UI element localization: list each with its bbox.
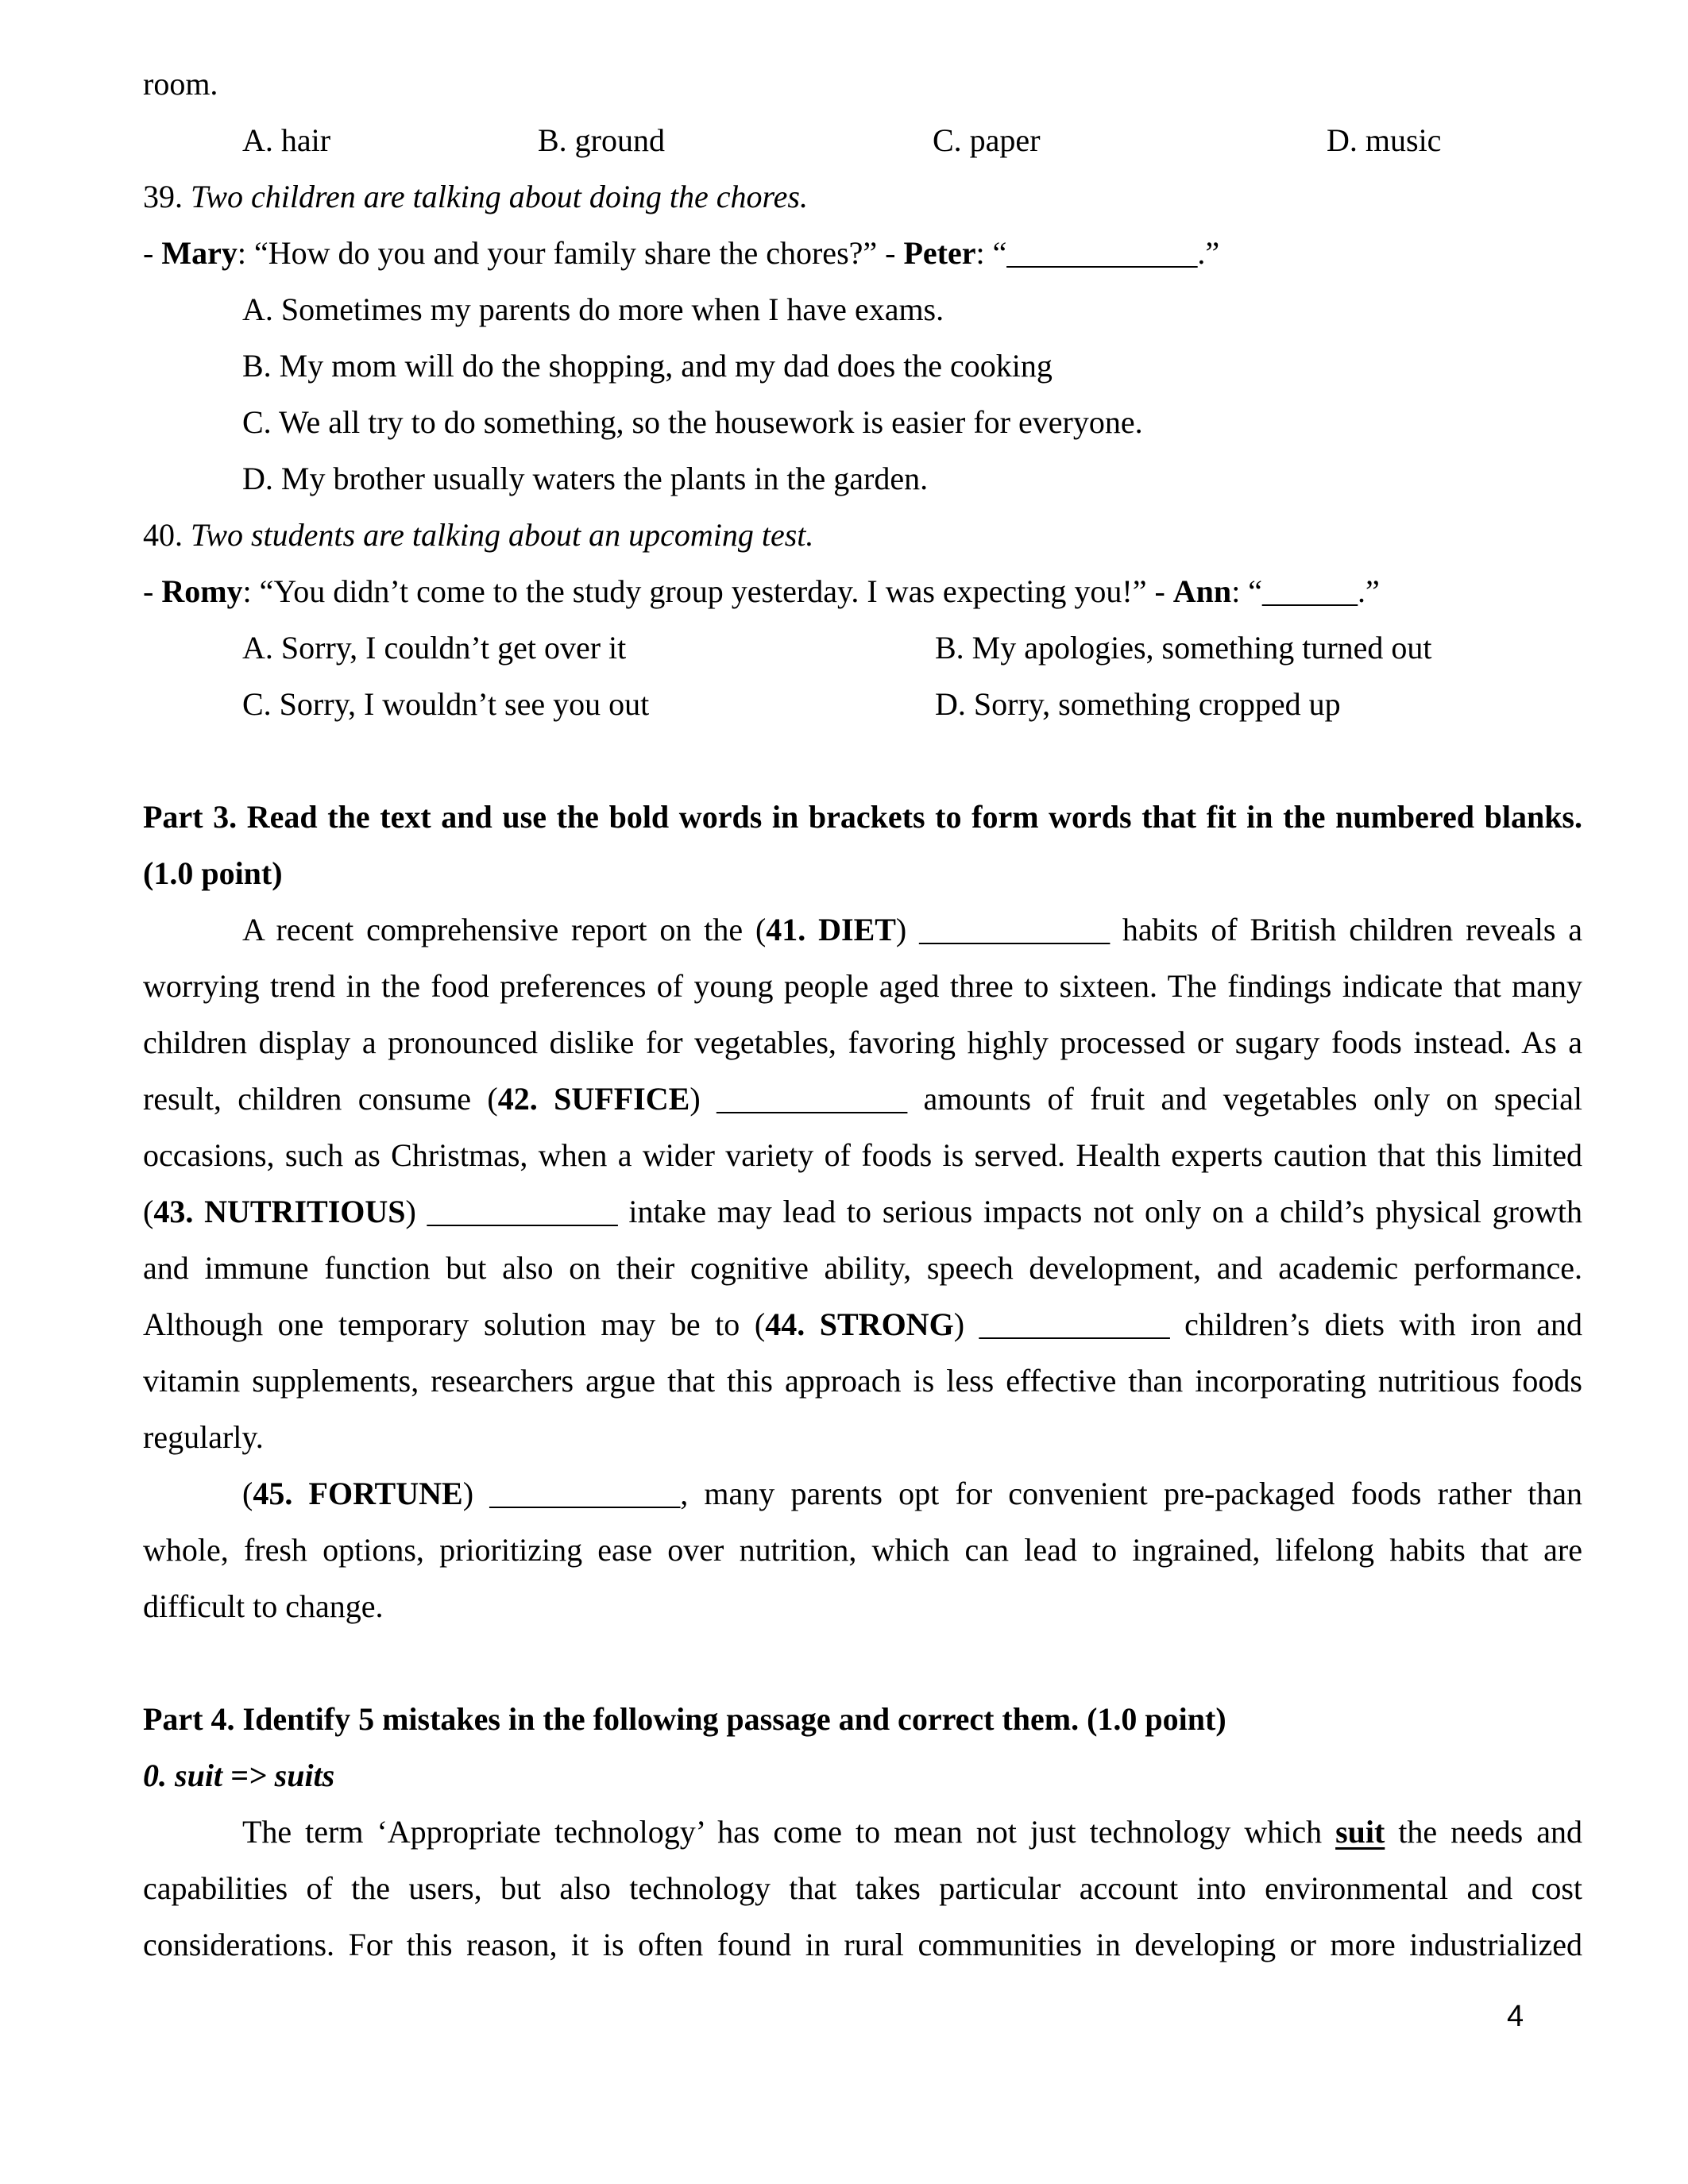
q38-option-b: B. ground (538, 122, 665, 158)
part4-example: 0. suit => suits (143, 1758, 335, 1793)
keyword-43: 43. NUTRITIOUS (153, 1194, 406, 1229)
q38-option-d: D. music (1327, 122, 1442, 158)
spacer (143, 732, 1582, 789)
dash: - (143, 573, 162, 609)
q39-header (143, 168, 1582, 225)
text: ) ____________ amounts of fruit and vegetables only on special (689, 1081, 1582, 1117)
text: ) ____________ intake may lead to serious impacts not only on a child’s physical growth (405, 1194, 1582, 1229)
part3-p2-line-1 (143, 1465, 1582, 1522)
q40-header (143, 507, 1582, 563)
text: the needs and (1385, 1814, 1582, 1850)
part3-line-6 (143, 1183, 1582, 1240)
q38-option-a: A. hair (242, 122, 331, 158)
part3-line-10: regularly. (143, 1419, 264, 1455)
part3-points: (1.0 point) (143, 855, 283, 891)
part4-line-2: capabilities of the users, but also technology that takes particular account into environmental and cost (143, 1870, 1582, 1906)
q40-dialogue (143, 563, 1582, 619)
q39-number: 39. (143, 179, 183, 214)
part3-p2-line-3: difficult to change. (143, 1588, 384, 1624)
q39-option-c: C. We all try to do something, so the housework is easier for everyone. (242, 404, 1143, 440)
page-number: 4 (1507, 2000, 1524, 2033)
keyword-42: 42. SUFFICE (497, 1081, 690, 1117)
part4-line-1 (143, 1804, 1582, 1860)
q39-line-2: : “____________.” (975, 235, 1220, 271)
text: result, children consume ( (143, 1081, 498, 1117)
q39-option-b: B. My mom will do the shopping, and my dad does the cooking (242, 348, 1053, 384)
keyword-44: 44. STRONG (765, 1306, 954, 1342)
keyword-45: 45. FORTUNE (253, 1476, 463, 1511)
text: ) ____________ habits of British children reveals a (895, 912, 1582, 947)
q40-option-c: C. Sorry, I wouldn’t see you out (242, 686, 650, 722)
text: A recent comprehensive report on the ( (242, 912, 767, 947)
part3-line-4 (143, 1071, 1582, 1127)
part3-p2-line-2: whole, fresh options, prioritizing ease over nutrition, which can lead to ingrained, lifelong habits that are (143, 1532, 1582, 1568)
text: Although one temporary solution may be to ( (143, 1306, 766, 1342)
part3-line-5: occasions, such as Christmas, when a wider variety of foods is served. Health experts caution that this limited (143, 1137, 1582, 1173)
text: ) ____________ children’s diets with iron and (953, 1306, 1582, 1342)
q39-speaker-2: Peter (903, 235, 976, 271)
part3-line-3: children display a pronounced dislike for vegetables, favoring highly processed or sugary foods instead. As a (143, 1024, 1582, 1060)
part3-line-2: worrying trend in the food preferences of young people aged three to sixteen. The findings indicate that many (143, 968, 1582, 1004)
spacer (143, 1634, 1582, 1691)
q40-context: Two students are talking about an upcoming test. (191, 517, 814, 553)
q38-options (143, 112, 1582, 168)
q40-line-1: : “You didn’t come to the study group yesterday. I was expecting you!” - (242, 573, 1173, 609)
q40-speaker-2: Ann (1172, 573, 1232, 609)
q40-option-b: B. My apologies, something turned out (935, 630, 1432, 666)
part3-line-1 (143, 901, 1582, 958)
q39-option-d: D. My brother usually waters the plants in the garden. (242, 461, 929, 496)
q38-tail: room. (143, 66, 218, 102)
q38-option-c: C. paper (933, 122, 1041, 158)
part4-line-3: considerations. For this reason, it is often found in rural communities in developing or more industrialized (143, 1927, 1582, 1962)
q40-line-2: : “______.” (1231, 573, 1380, 609)
text: ) ____________, many parents opt for convenient pre-packaged foods rather than (462, 1476, 1582, 1511)
q40-options-row-1 (143, 619, 1582, 676)
text: ( (143, 1194, 154, 1229)
dash: - (143, 235, 162, 271)
q39-context: Two children are talking about doing the chores. (191, 179, 808, 214)
q39-dialogue (143, 225, 1582, 281)
q40-option-d: D. Sorry, something cropped up (935, 686, 1341, 722)
part3-heading: Part 3. Read the text and use the bold words in brackets to form words that fit in the numbered blanks. (143, 799, 1582, 835)
q40-number: 40. (143, 517, 183, 553)
part3-line-9: vitamin supplements, researchers argue that this approach is less effective than incorporating nutritious foods (143, 1363, 1582, 1399)
part3-line-7: and immune function but also on their cognitive ability, speech development, and academic performance. (143, 1250, 1582, 1286)
q39-speaker-1: Mary (161, 235, 238, 271)
underlined-word-suit: suit (1335, 1814, 1385, 1850)
q40-speaker-1: Romy (161, 573, 243, 609)
q40-options-row-2 (143, 676, 1582, 732)
part3-line-8 (143, 1296, 1582, 1352)
q39-line-1: : “How do you and your family share the chores?” - (237, 235, 904, 271)
part4-heading: Part 4. Identify 5 mistakes in the following passage and correct them. (1.0 point) (143, 1701, 1226, 1737)
q40-option-a: A. Sorry, I couldn’t get over it (242, 630, 627, 666)
text: The term ‘Appropriate technology’ has come to mean not just technology which (242, 1814, 1336, 1850)
exam-page (143, 56, 1582, 1973)
text: ( (242, 1476, 253, 1511)
q39-option-a: A. Sometimes my parents do more when I have exams. (242, 291, 944, 327)
keyword-41: 41. DIET (766, 912, 896, 947)
